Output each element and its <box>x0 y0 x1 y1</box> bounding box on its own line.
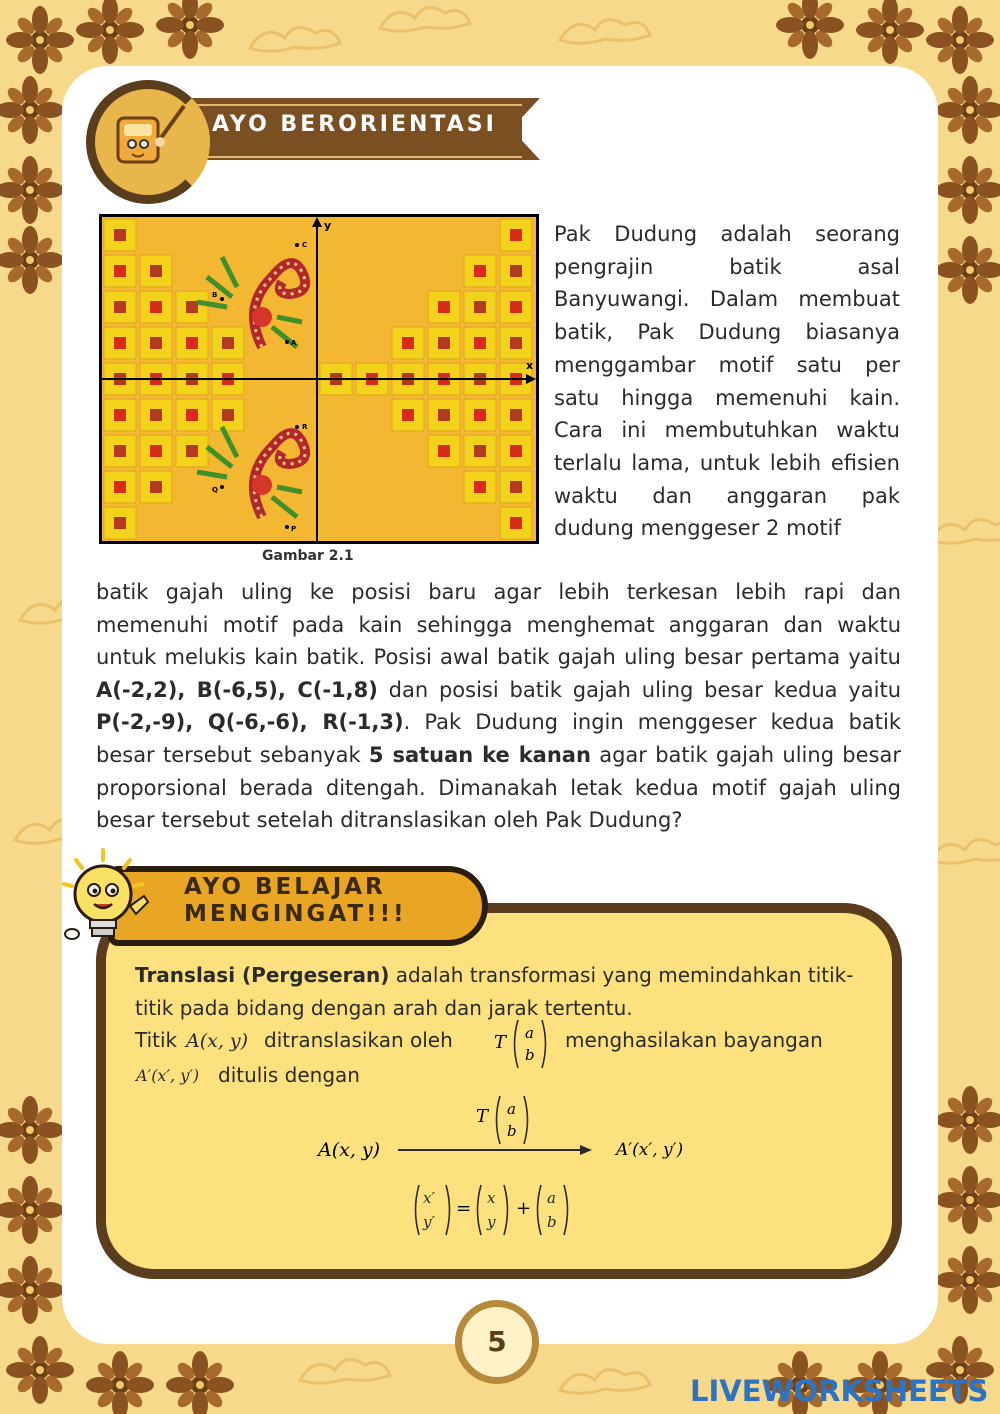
batik-tile-center <box>510 481 522 493</box>
batik-tile-center <box>474 481 486 493</box>
batik-tile-center <box>510 445 522 457</box>
definition-line <box>135 959 870 1025</box>
batik-tile-center <box>474 409 486 421</box>
batik-tile-center <box>114 445 126 457</box>
batik-tile-center <box>186 409 198 421</box>
points-first: A(-2,2), B(-6,5), C(-1,8) <box>96 677 378 702</box>
vector-ab-arrow <box>492 1094 532 1146</box>
point-label-b: B <box>212 291 218 299</box>
problem-text-1: batik gajah uling ke posisi baru agar lebih terkesan lebih rapi dan memenuhi motif pada kain sehingga menghemat anggaran dan waktu untuk melukis kain batik. Posisi awal batik gajah uling besar pertama yaitu <box>96 580 901 670</box>
batik-tile-center <box>186 445 198 457</box>
batik-tile-center <box>222 337 234 349</box>
titik-label: Titik <box>135 1028 178 1052</box>
point-label-q: Q <box>212 486 218 494</box>
book-mascot-icon <box>104 100 188 174</box>
point-label-p: P <box>291 525 297 533</box>
batik-tile-center <box>150 301 162 313</box>
batik-tile-center <box>438 337 450 349</box>
lightbulb-mascot-icon <box>58 846 158 946</box>
batik-tile-center <box>402 337 414 349</box>
memory-title-line2: MENGINGAT!!! <box>184 901 407 927</box>
written-as-label: ditulis dengan <box>218 1063 360 1087</box>
arrow-vector-a: a <box>507 1100 516 1118</box>
eq-y: y <box>487 1213 496 1231</box>
arrow-vector-b: b <box>507 1122 517 1140</box>
batik-tile-center <box>186 301 198 313</box>
batik-tile-center <box>222 409 234 421</box>
eq-x: x <box>487 1189 496 1207</box>
batik-tile-center <box>114 337 126 349</box>
point-label-r: R <box>302 423 308 431</box>
x-axis-label: x <box>526 359 534 372</box>
t-symbol-arrow: T <box>476 1106 489 1127</box>
translated-by-label: ditranslasikan oleh <box>264 1028 453 1052</box>
batik-tile-center <box>510 337 522 349</box>
batik-tile-center <box>150 481 162 493</box>
batik-tile-center <box>510 301 522 313</box>
page-number: 5 <box>455 1300 539 1384</box>
batik-tile-center <box>402 409 414 421</box>
memory-title <box>184 874 407 928</box>
vector-a: a <box>525 1024 534 1042</box>
batik-tile-center <box>510 265 522 277</box>
problem-paragraph <box>96 576 901 837</box>
batik-tile-center <box>510 517 522 529</box>
image-point-diagram: A′(x′, y′) <box>616 1140 684 1160</box>
mapping-arrow-icon <box>396 1142 596 1158</box>
memory-title-line1: AYO BELAJAR <box>184 874 386 900</box>
batik-tile-center <box>474 301 486 313</box>
y-axis-label: y <box>324 219 332 232</box>
eq-plus: + <box>516 1198 532 1219</box>
translation-equation <box>410 1182 580 1238</box>
translation-definition <box>135 959 870 1025</box>
batik-tile-center <box>150 337 162 349</box>
batik-tile-center <box>474 337 486 349</box>
figure-caption: Gambar 2.1 <box>262 548 354 564</box>
vector-b: b <box>525 1046 535 1064</box>
points-second: P(-2,-9), Q(-6,-6), R(-1,3) <box>96 710 404 735</box>
batik-tile-center <box>150 409 162 421</box>
problem-text-3: . Pak Dudung ingin menggeser kedua batik besar tersebut sebanyak <box>96 710 902 767</box>
eq-a: a <box>547 1189 556 1207</box>
point-a-diagram: A(x, y) <box>318 1139 381 1161</box>
header-title: AYO BERORIENTASI <box>212 112 497 137</box>
batik-tile-center <box>114 229 126 241</box>
liveworksheets-logo[interactable]: LIVEWORKSHEETS <box>690 1374 989 1408</box>
batik-tile-center <box>114 481 126 493</box>
batik-tile-center <box>438 445 450 457</box>
problem-text-4: agar batik gajah uling besar proporsional berada ditengah. Dimanakah letak kedua motif gajah uling besar tersebut setelah ditranslasikan oleh Pak Dudung? <box>96 742 901 833</box>
batik-tile-center <box>510 229 522 241</box>
batik-tile-center <box>474 445 486 457</box>
eq-y-prime: y′ <box>423 1213 435 1231</box>
batik-tile-center <box>474 265 486 277</box>
point-label-a: A <box>291 339 297 347</box>
intro-paragraph: Pak Dudung adalah seorang pengrajin batik asal Banyuwangi. Dalam membuat batik, Pak Dudung biasanya menggambar motif satu per satu hingga memenuhi kain. Cara ini membutuhkan waktu terlalu lama, untuk lebih efisien waktu dan anggaran pak dudung menggeser 2 motif <box>554 222 900 541</box>
batik-tile-center <box>510 409 522 421</box>
batik-tile-center <box>114 409 126 421</box>
eq-b: b <box>547 1213 557 1231</box>
batik-tile-center <box>114 301 126 313</box>
batik-tile-center <box>150 265 162 277</box>
t-symbol-inline: T <box>494 1032 507 1053</box>
batik-coordinate-figure <box>99 214 539 544</box>
batik-tile-center <box>438 409 450 421</box>
shift-amount: 5 satuan ke kanan <box>368 742 591 767</box>
batik-tile-center <box>186 337 198 349</box>
image-point-inline: A′(x′, y′) <box>136 1066 200 1085</box>
batik-tile-center <box>114 265 126 277</box>
problem-text-2: dan posisi batik gajah uling besar kedua yaitu <box>377 677 902 702</box>
vector-ab-inline <box>510 1018 550 1070</box>
eq-x-prime: x′ <box>423 1189 435 1207</box>
batik-tile-center <box>438 301 450 313</box>
point-a-inline: A(x, y) <box>186 1030 249 1052</box>
results-label: menghasilakan bayangan <box>565 1028 823 1052</box>
definition-text: adalah transformasi yang memindahkan titik-titik pada bidang dengan arah dan jarak tertentu. <box>135 963 854 1020</box>
batik-tile-center <box>150 445 162 457</box>
batik-tile-center <box>114 517 126 529</box>
eq-equals: = <box>456 1198 472 1219</box>
translation-term: Translasi (Pergeseran) <box>135 963 390 987</box>
point-label-c: C <box>302 241 308 249</box>
